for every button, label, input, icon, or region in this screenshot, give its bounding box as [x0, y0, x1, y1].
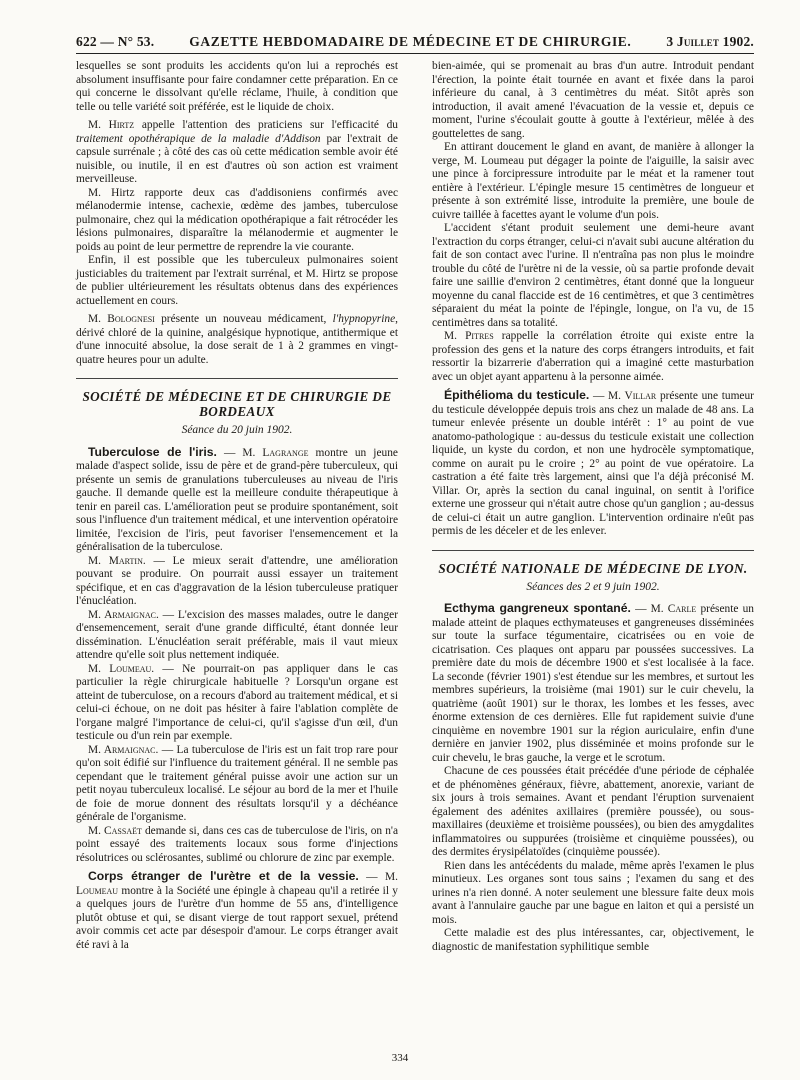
- left-column: [76, 60, 398, 954]
- society-heading: SOCIÉTÉ DE MÉDECINE ET DE CHIRURGIE DE BORDEAUX: [82, 389, 392, 419]
- paragraph: lesquelles se sont produits les accidents qu'on lui a reprochés est absolument insuffisante pour faire condamner cette préparation. En ce qui concerne le dissolvant qu'elle réclame, l'huile, à condition que telle ou telle variété soit préférée, est le liquide de choix.: [76, 60, 398, 113]
- paragraph: M. Loumeau. — Ne pourrait-on pas appliquer dans le cas particulier la règle chirurgicale habituelle ? Lorsqu'un organe est atteint de tuberculose, on a recours d'abord au traitement médical, et si celui-ci échoue, on ne doit pas hésiter à faire l'ablation complète de l'organe malgré l'importance de celui-ci, qu'il s'agisse d'un œil, d'un testicule ou d'un rein par exemple.: [76, 662, 398, 742]
- page-number: 334: [391, 1052, 409, 1064]
- paragraph: M. Martin. — Le mieux serait d'attendre, une amélioration pouvant se produire. On pourrait aussi essayer un traitement spécifique, et en cas d'aggravation de la lésion tuberculeuse pratiquer l'énucléation.: [76, 554, 399, 607]
- society-heading: SOCIÉTÉ NATIONALE DE MÉDECINE DE LYON.: [438, 560, 748, 576]
- page-reference: 622 — N° 53.: [76, 34, 155, 49]
- right-column: [432, 60, 754, 954]
- paragraph: bien-aimée, qui se promenait au bras d'un autre. Introduit pendant l'érection, la pointe était tournée en avant et fixée dans la paroi inférieure du canal, à 3 centimètres du méat. Sitôt après son introduction, il avait amené l'évacuation de la vessie et, depuis ce moment, l'urine s'écoulait goutte à goutte à l'extérieur, mêlée à des gouttelettes de sang.: [432, 60, 754, 140]
- paragraph: Chacune de ces poussées était précédée d'une période de céphalée et de phénomènes généraux, fièvre, abattement, anorexie, variant de six jours à trois semaines. Avant et pendant l'éruption survenaient également des adénites axillaires (première poussée), ou sous-maxillaires (deuxième et troisième poussées), ou bien des amygdalites inflammatoires ou suppurées (troisième et cinquième poussées), ou des dermites érysipélatoïdes (cinquième poussée).: [432, 765, 754, 858]
- paragraph: M. Pitres rappelle la corrélation étroite qui existe entre la profession des gens et la nature des corps étrangers introduits, et fait ressortir la bizarrerie d'aberration qui a imaginé cette masturbation avec un objet ayant appartenu à la personne aimée.: [432, 330, 754, 383]
- paragraph: Corps étranger de l'urètre et de la vessie. — M. Loumeau montre à la Société une épingle à chapeau qu'il a retirée il y a quelques jours de l'urètre d'un homme de 55 ans, d'intelligence plutôt obtuse et qui, se disant vierge de tout rapport sexuel, prétend avoir commis cet acte par désespoir d'amour. Le corps étranger avait été ravi à la: [76, 869, 398, 951]
- section-divider: [432, 550, 754, 551]
- paragraph: L'accident s'étant produit seulement une demi-heure avant l'extraction du corps étranger, celui-ci n'avait subi aucune altération du fait de son contact avec l'urine. Il n'entraîna pas non plus le moindre trouble du côté de l'urètre ni de la vessie, où sa partie profonde devait faire une saillie d'environ 2 centimètres, étant donné que la longueur moyenne du canal flaccide est de 16 centimètres, et que 3 centimètres séparaient du méat la pointe de l'épingle, longue, on l'a vu, de 15 centimètres dans sa totalité.: [432, 222, 754, 329]
- section-divider: [76, 378, 398, 379]
- paragraph: Ecthyma gangreneux spontané. — M. Carle présente un malade atteint de plaques ecthymateuses et gangreneuses disséminées sur toute la surface tégumentaire, cicatrisées ou en voie de cicatrisation. Ces plaques ont apparu par poussées successives. La première date du mois de décembre 1900 et s'est localisée à la face. La seconde (février 1901) s'est étendue sur les membres, et surtout les membres supérieurs, la troisième (mai 1901) sur le cuir chevelu, la quatrième (août 1901) sur le thorax, les lombes et les fesses, avec énorme extension de ces dernières. Elle fut rapidement suivie d'une cinquième en novembre 1901 sur la région auriculaire, enfin d'une dernière en janvier 1902, plus disséminée et moins profonde sur le cuir chevelu, le bras gauche, la verge et le scrotum.: [432, 601, 754, 764]
- session-date: Séance du 20 juin 1902.: [181, 424, 293, 436]
- paragraph: Épithélioma du testicule. — M. Villar présente une tumeur du testicule développée depuis trois ans chez un malade de 48 ans. La tumeur enlevée présente un double intérêt : 1° au point de vue anatomo-pathologique : au-dessus du testicule existait une collection liquide, un kyste du cordon, et non une hydrocèle symptomatique, comme on aurait pu le croire ; 2° au point de vue opératoire. La castration a été faite très largement, ainsi que l'a déjà préconisé M. Villar. Or, après la section du canal inguinal, on sentit à l'orifice externe une grosseur qui n'était autre chose qu'un ganglion ; au-dessus de celui-ci était un autre ganglion. L'intervention ordinaire n'eût pas permis de les déceler et de les enlever.: [432, 388, 754, 537]
- paragraph: M. Armaignac. — L'excision des masses malades, outre le danger d'ensemencement, serait d'une grande difficulté, étant donnée leur dissémination. L'énucléation serait préférable, mais il vaut mieux attendre qu'elle soit plus nettement indiquée.: [76, 608, 398, 661]
- paragraph: M. Hirtz rapporte deux cas d'addisoniens confirmés avec mélanodermie intense, cachexie, œdème des jambes, tuberculose pulmonaire, chez qui la médication opothérapique a fait rétrocéder les lésions pulmonaires, disparaître la mélanodermie et augmenter le poids au point de leur permettre de reprendre la vie courante.: [76, 186, 398, 253]
- issue-date: 3 Juillet 1902.: [666, 34, 754, 49]
- paragraph: Cette maladie est des plus intéressantes, car, objectivement, le diagnostic de manifestation syphilitique semble: [432, 927, 754, 953]
- journal-title: GAZETTE HEBDOMADAIRE DE MÉDECINE ET DE CHIRURGIE.: [189, 34, 632, 49]
- rubric-title: Tuberculose de l'iris.: [88, 444, 217, 459]
- running-header: [76, 34, 754, 54]
- paragraph: Enfin, il est possible que les tuberculeux pulmonaires soient justiciables du traitement par l'extrait surrénal, et M. Hirtz se propose de publier ultérieurement les résultats obtenus dans des expériences actuellement en cours.: [76, 254, 398, 307]
- paragraph: M. Armaignac. — La tuberculose de l'iris est un fait trop rare pour qu'on soit édifié sur l'influence du traitement général. Il ne semble pas cependant que le traitement général puisse avoir une action sur un petit noyau tuberculeux localisé. Le séjour au bord de la mer et l'huile de foie de morue donnent des résultats lorsqu'il y a déchéance générale de l'organisme.: [76, 743, 399, 823]
- paragraph: M. Bolognesi présente un nouveau médicament, l'hypnopyrine, dérivé chloré de la quinine, analgésique hypnotique, antithermique et d'une innocuité absolue, la dose serait de 1 à 2 grammes en vingt-quatre heures pour un adulte.: [76, 313, 398, 366]
- rubric-title: Épithélioma du testicule.: [444, 388, 590, 402]
- paragraph: En attirant doucement le gland en avant, de manière à allonger la verge, M. Loumeau put dégager la pointe de l'aiguille, la saisir avec une pince à forcipressure introduite par le méat et la ramener tout entière à l'extérieur. L'épingle mesure 15 centimètres de longueur et présente à son extrémité lisse, introduite la première, une boule de cuivre taillée à facettes ayant le volume d'un pois.: [432, 141, 754, 221]
- session-date: Séances des 2 et 9 juin 1902.: [526, 580, 660, 593]
- paragraph: Tuberculose de l'iris. — M. Lagrange montre un jeune malade d'aspect solide, issu de père et de grand-père tuberculeux, qui présente un semis de granulations tuberculeuses au niveau de l'iris gauche. Il demande quelle est la meilleure conduite thérapeutique à tenir en pareil cas. L'amélioration peut se produire spontanément, soit sous l'influence d'un traitement médical, et une intervention opératoire limitée, l'excision de l'iris, peut favoriser l'ensemencement et la généralisation de la tuberculose.: [76, 444, 398, 553]
- paragraph: Rien dans les antécédents du malade, même après l'examen le plus minutieux. Les organes sont tous sains ; l'examen du sang et des urines n'a rien donné. A noter seulement une blessure faite deux mois avant à l'annulaire gauche par une bague en laiton et qui a persisté un mois.: [432, 859, 754, 926]
- paragraph: M. Hirtz appelle l'attention des praticiens sur l'efficacité du traitement opothérapique de la maladie d'Addison par l'extrait de capsule surrénale ; à côté des cas où cette médication semble avoir été nuisible, ou inutile, il en est d'autres où son action est vraiment merveilleuse.: [76, 119, 398, 185]
- paragraph: M. Cassaët demande si, dans ces cas de tuberculose de l'iris, on n'a point essayé des traitements locaux sous forme d'injections résolutrices ou sclérosantes, sublimé ou chlorure de zinc par exemple.: [76, 824, 398, 864]
- rubric-title: Corps étranger de l'urètre et de la vessie.: [88, 869, 359, 883]
- rubric-title: Ecthyma gangreneux spontané.: [444, 601, 631, 615]
